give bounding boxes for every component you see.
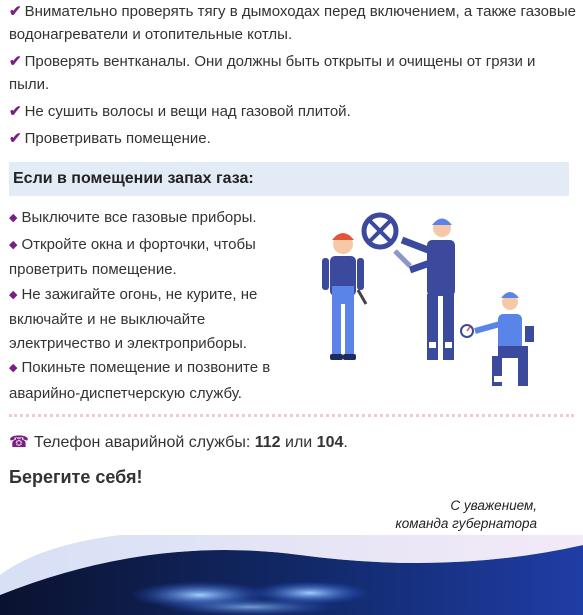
diamond-bullet-icon: ◆ (9, 362, 18, 374)
gas-flame-banner (0, 535, 583, 615)
take-care-heading: Берегите себя! (9, 467, 143, 487)
gas-smell-header (9, 162, 569, 196)
worker-valve-icon (364, 215, 455, 360)
worker-standing-icon (322, 233, 366, 360)
signature-line-1: С уважением, (450, 498, 537, 513)
phone-icon: ☎ (9, 434, 29, 451)
gas-step-item (9, 206, 299, 232)
precaution-item (9, 0, 579, 46)
precaution-text: Проверять вентканалы. Они должны быть открыты и очищены от грязи и пыли. (9, 53, 536, 93)
gas-step-text: Выключите все газовые приборы. (21, 209, 257, 226)
check-icon: ✔ (9, 130, 22, 147)
gas-step-item (9, 356, 299, 405)
worker-kneeling-icon (461, 292, 534, 386)
precaution-item (9, 100, 579, 123)
check-icon: ✔ (9, 3, 22, 20)
phone-number-112: 112 (254, 434, 281, 451)
dotted-divider (9, 414, 574, 417)
phone-period: . (343, 434, 348, 451)
precaution-text: Не сушить волосы и вещи над газовой плитой. (24, 103, 351, 120)
gas-smell-title: Если в помещении запах газа: (13, 170, 254, 187)
precaution-item (9, 50, 579, 96)
phone-number-104: 104 (316, 434, 344, 451)
phone-or: или (285, 434, 313, 451)
precaution-item (9, 127, 579, 150)
emergency-phone-line (9, 432, 348, 452)
gas-step-text: Не зажигайте огонь, не курите, не включайте и не выключайте электричество и электроприборы. (9, 285, 258, 352)
precautions-list (9, 0, 579, 154)
diamond-bullet-icon: ◆ (9, 238, 18, 251)
check-icon: ✔ (9, 53, 22, 70)
gas-step-text: Покиньте помещение и позвоните в аварийно-диспетчерскую службу. (9, 359, 271, 402)
diamond-bullet-icon: ◆ (9, 212, 18, 224)
gas-step-text: Откройте окна и форточки, чтобы проветрить помещение. (9, 235, 256, 278)
precaution-text: Проветривать помещение. (24, 130, 211, 147)
signature (395, 497, 537, 533)
gas-steps-list (9, 206, 299, 406)
gas-step-item (9, 283, 299, 356)
diamond-bullet-icon: ◆ (9, 288, 18, 301)
check-icon: ✔ (9, 103, 22, 120)
signature-line-2: команда губернатора (395, 516, 537, 531)
precaution-text: Внимательно проверять тягу в дымоходах перед включением, а также газовые водонагреватели и отопительные котлы. (9, 3, 577, 43)
phone-label: Телефон аварийной службы: (33, 434, 251, 451)
gas-step-item (9, 233, 299, 282)
gas-workers-illustration (310, 206, 575, 401)
